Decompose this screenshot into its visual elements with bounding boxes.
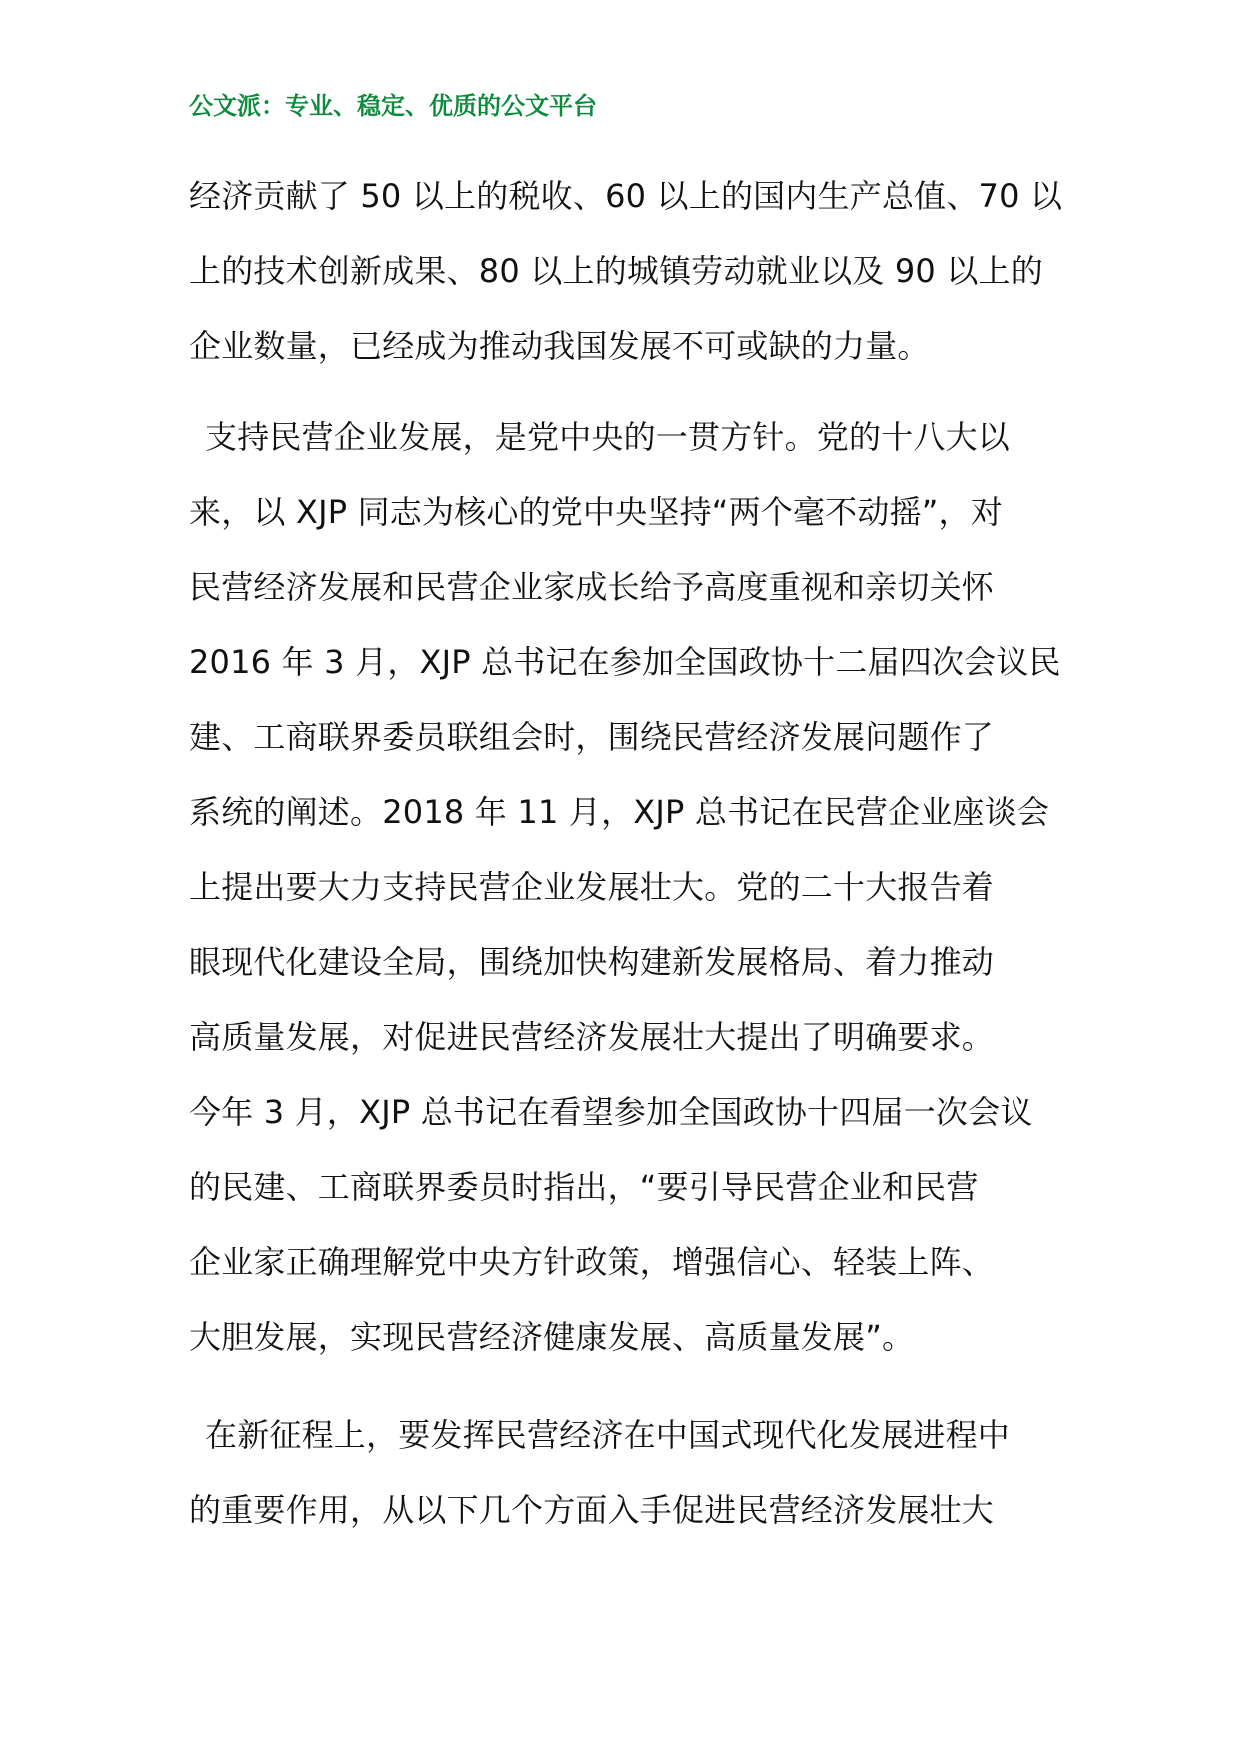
paragraph-line: 大胆发展，实现民营经济健康发展、高质量发展”。 [189, 1318, 915, 1356]
paragraph-line: 上提出要大力支持民营企业发展壮大。党的二十大报告着 [189, 868, 995, 906]
paragraph-line: 高质量发展，对促进民营经济发展壮大提出了明确要求。 [189, 1018, 995, 1056]
paragraph-line: 眼现代化建设全局，围绕加快构建新发展格局、着力推动 [189, 943, 995, 981]
paragraph-line: 企业家正确理解党中央方针政策，增强信心、轻装上阵、 [189, 1243, 995, 1281]
paragraph-line: 的重要作用，从以下几个方面入手促进民营经济发展壮大 [189, 1491, 995, 1529]
paragraph-line: 支持民营企业发展，是党中央的一贯方针。党的十八大以 [205, 418, 1011, 456]
paragraph-line: 今年 3 月，XJP 总书记在看望参加全国政协十四届一次会议 [189, 1093, 1033, 1131]
paragraph-line: 来，以 XJP 同志为核心的党中央坚持“两个毫不动摇”，对 [189, 493, 1003, 531]
paragraph-line: 系统的阐述。2018 年 11 月，XJP 总书记在民营企业座谈会 [189, 793, 1050, 831]
paragraph-line: 经济贡献了 50 以上的税收、60 以上的国内生产总值、70 以 [189, 177, 1063, 215]
paragraph-line: 在新征程上，要发挥民营经济在中国式现代化发展进程中 [205, 1416, 1011, 1454]
paragraph-line: 建、工商联界委员联组会时，围绕民营经济发展问题作了 [189, 718, 995, 756]
paragraph-line: 上的技术创新成果、80 以上的城镇劳动就业以及 90 以上的 [189, 252, 1043, 290]
site-header: 公文派：专业、稳定、优质的公文平台 [189, 92, 597, 120]
paragraph-line: 企业数量，已经成为推动我国发展不可或缺的力量。 [189, 327, 930, 365]
paragraph-1 [189, 159, 1069, 384]
paragraph-2 [189, 400, 1069, 1375]
paragraph-line: 民营经济发展和民营企业家成长给予高度重视和亲切关怀 [189, 568, 995, 606]
paragraph-line: 的民建、工商联界委员时指出，“要引导民营企业和民营 [189, 1168, 979, 1206]
paragraph-3 [189, 1398, 1069, 1548]
paragraph-line: 2016 年 3 月，XJP 总书记在参加全国政协十二届四次会议民 [189, 643, 1061, 681]
